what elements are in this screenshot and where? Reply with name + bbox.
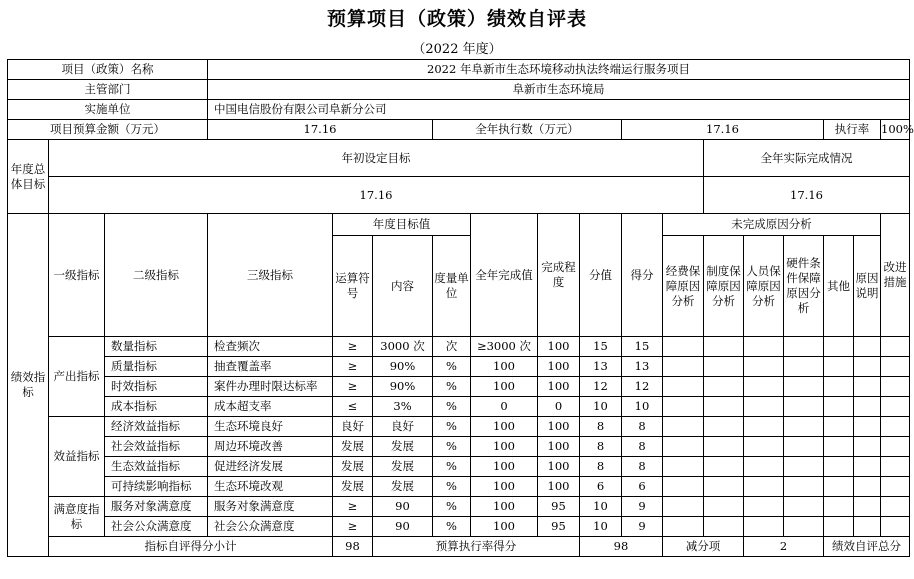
value-cell: 8	[580, 417, 622, 437]
level2-cell: 社会效益指标	[105, 437, 208, 457]
level3-cell: 生态环境良好	[208, 417, 333, 437]
budget-value: 17.16	[208, 120, 433, 140]
done-cell: 100	[471, 417, 538, 437]
empty-cell	[881, 497, 910, 517]
reason-system-header: 制度保障原因分析	[704, 236, 744, 337]
content-cell: 90	[373, 517, 433, 537]
level2-cell: 经济效益指标	[105, 417, 208, 437]
table-row	[8, 337, 910, 357]
empty-cell	[854, 497, 881, 517]
value-cell: 6	[580, 477, 622, 497]
budget-row	[8, 120, 910, 140]
content-cell: 3000 次	[373, 337, 433, 357]
annual-done-header: 全年完成值	[471, 214, 538, 337]
empty-cell	[854, 357, 881, 377]
content-cell: 良好	[373, 417, 433, 437]
empty-cell	[854, 517, 881, 537]
op-header: 运算符号	[333, 236, 373, 337]
empty-cell	[663, 517, 704, 537]
empty-cell	[784, 437, 824, 457]
level3-cell: 服务对象满意度	[208, 497, 333, 517]
unit-cell: %	[433, 497, 471, 517]
level2-cell: 可持续影响指标	[105, 477, 208, 497]
total-label: 绩效自评总分	[824, 537, 910, 557]
op-cell: ≥	[333, 357, 373, 377]
empty-cell	[704, 437, 744, 457]
deduct-label: 减分项	[663, 537, 744, 557]
value-cell: 15	[580, 337, 622, 357]
score-header: 得分	[622, 214, 663, 337]
empty-cell	[824, 337, 854, 357]
content-cell: 90%	[373, 377, 433, 397]
deduct-value: 2	[744, 537, 824, 557]
empty-cell	[824, 497, 854, 517]
empty-cell	[854, 337, 881, 357]
empty-cell	[854, 377, 881, 397]
empty-cell	[881, 437, 910, 457]
level3-cell: 生态环境改观	[208, 477, 333, 497]
unit-cell: 次	[433, 337, 471, 357]
level1-cell: 效益指标	[49, 417, 105, 497]
empty-cell	[784, 377, 824, 397]
level3-cell: 周边环境改善	[208, 437, 333, 457]
op-cell: 发展	[333, 457, 373, 477]
level3-cell: 促进经济发展	[208, 457, 333, 477]
reason-fund-header: 经费保障原因分析	[663, 236, 704, 337]
value-cell: 12	[580, 377, 622, 397]
dept-value: 阜新市生态环境局	[208, 80, 910, 100]
done-cell: 100	[471, 497, 538, 517]
empty-cell	[663, 497, 704, 517]
degree-cell: 100	[538, 437, 580, 457]
level3-cell: 社会公众满意度	[208, 517, 333, 537]
score-cell: 9	[622, 497, 663, 517]
done-cell: 100	[471, 437, 538, 457]
score-cell: 8	[622, 417, 663, 437]
empty-cell	[704, 337, 744, 357]
unit-label: 实施单位	[8, 100, 208, 120]
unit-cell: %	[433, 437, 471, 457]
done-cell: 100	[471, 517, 538, 537]
done-cell: 100	[471, 477, 538, 497]
value-cell: 13	[580, 357, 622, 377]
empty-cell	[824, 397, 854, 417]
table-row	[8, 457, 910, 477]
empty-cell	[744, 457, 784, 477]
empty-cell	[784, 477, 824, 497]
empty-cell	[784, 397, 824, 417]
empty-cell	[854, 397, 881, 417]
empty-cell	[744, 477, 784, 497]
value-cell: 8	[580, 437, 622, 457]
op-cell: ≥	[333, 337, 373, 357]
empty-cell	[881, 377, 910, 397]
budget-label: 项目预算金额（万元）	[8, 120, 208, 140]
reason-hardware-header: 硬件条件保障原因分析	[784, 236, 824, 337]
unit-cell: %	[433, 357, 471, 377]
empty-cell	[704, 497, 744, 517]
content-cell: 发展	[373, 457, 433, 477]
level3-cell: 检查频次	[208, 337, 333, 357]
score-cell: 12	[622, 377, 663, 397]
done-cell: 100	[471, 457, 538, 477]
empty-cell	[824, 357, 854, 377]
table-row	[8, 517, 910, 537]
unfinished-header: 未完成原因分析	[663, 214, 881, 236]
empty-cell	[744, 377, 784, 397]
unit-cell: %	[433, 397, 471, 417]
content-header: 内容	[373, 236, 433, 337]
done-cell: ≥3000 次	[471, 337, 538, 357]
empty-cell	[704, 417, 744, 437]
table-row	[8, 437, 910, 457]
project-name-label: 项目（政策）名称	[8, 60, 208, 80]
level1-cell: 产出指标	[49, 337, 105, 417]
op-cell: ≤	[333, 397, 373, 417]
rate-value: 100%	[881, 120, 910, 140]
degree-cell: 100	[538, 477, 580, 497]
score-cell: 13	[622, 357, 663, 377]
empty-cell	[663, 437, 704, 457]
reason-note-header: 原因说明	[854, 236, 881, 337]
empty-cell	[704, 377, 744, 397]
indicator-header-row-1	[8, 214, 910, 236]
reason-staff-header: 人员保障原因分析	[744, 236, 784, 337]
empty-cell	[663, 417, 704, 437]
empty-cell	[824, 377, 854, 397]
empty-cell	[744, 357, 784, 377]
empty-cell	[704, 357, 744, 377]
empty-cell	[744, 397, 784, 417]
empty-cell	[854, 477, 881, 497]
level2-cell: 生态效益指标	[105, 457, 208, 477]
budget-score-value: 98	[580, 537, 663, 557]
reason-other-header: 其他	[824, 236, 854, 337]
empty-cell	[663, 397, 704, 417]
empty-cell	[824, 457, 854, 477]
level3-cell: 抽查覆盖率	[208, 357, 333, 377]
improve-header: 改进措施	[881, 214, 910, 337]
empty-cell	[824, 477, 854, 497]
done-cell: 0	[471, 397, 538, 417]
empty-cell	[663, 457, 704, 477]
unit-value: 中国电信股份有限公司阜新分公司	[208, 100, 910, 120]
level3-cell: 案件办理时限达标率	[208, 377, 333, 397]
op-cell: 发展	[333, 477, 373, 497]
degree-cell: 95	[538, 497, 580, 517]
annual-goal-label: 年度总体目标	[8, 140, 49, 214]
empty-cell	[784, 417, 824, 437]
op-cell: ≥	[333, 517, 373, 537]
set-goal-value: 17.16	[49, 177, 704, 214]
goal-header-row	[8, 140, 910, 177]
empty-cell	[744, 337, 784, 357]
degree-cell: 95	[538, 517, 580, 537]
exec-label: 全年执行数（万元）	[433, 120, 622, 140]
dept-row	[8, 80, 910, 100]
table-row	[8, 497, 910, 517]
unit-header: 度量单位	[433, 236, 471, 337]
page-title: 预算项目（政策）绩效自评表	[326, 8, 587, 30]
degree-cell: 100	[538, 377, 580, 397]
empty-cell	[784, 457, 824, 477]
dept-label: 主管部门	[8, 80, 208, 100]
table-row	[8, 377, 910, 397]
value-cell: 10	[580, 517, 622, 537]
evaluation-table	[7, 59, 914, 557]
content-cell: 发展	[373, 477, 433, 497]
footer-row	[8, 537, 910, 557]
empty-cell	[881, 417, 910, 437]
score-value-header: 分值	[580, 214, 622, 337]
score-cell: 9	[622, 517, 663, 537]
level1-header: 一级指标	[49, 214, 105, 337]
score-cell: 8	[622, 457, 663, 477]
content-cell: 90	[373, 497, 433, 517]
empty-cell	[704, 457, 744, 477]
empty-cell	[784, 517, 824, 537]
table-row	[8, 417, 910, 437]
empty-cell	[744, 517, 784, 537]
empty-cell	[854, 457, 881, 477]
table-row	[8, 477, 910, 497]
empty-cell	[824, 437, 854, 457]
done-cell: 100	[471, 377, 538, 397]
degree-cell: 100	[538, 417, 580, 437]
value-cell: 8	[580, 457, 622, 477]
empty-cell	[881, 457, 910, 477]
project-name-value: 2022 年阜新市生态环境移动执法终端运行服务项目	[208, 60, 910, 80]
set-goal-label: 年初设定目标	[49, 140, 704, 177]
content-cell: 3%	[373, 397, 433, 417]
value-cell: 10	[580, 397, 622, 417]
empty-cell	[663, 337, 704, 357]
empty-cell	[881, 357, 910, 377]
score-cell: 8	[622, 437, 663, 457]
empty-cell	[663, 357, 704, 377]
empty-cell	[744, 497, 784, 517]
unit-cell: %	[433, 517, 471, 537]
actual-goal-value: 17.16	[704, 177, 910, 214]
degree-cell: 100	[538, 357, 580, 377]
empty-cell	[744, 417, 784, 437]
done-cell: 100	[471, 357, 538, 377]
year-label: （2022 年度）	[412, 42, 502, 57]
level3-cell: 成本超支率	[208, 397, 333, 417]
op-cell: ≥	[333, 377, 373, 397]
level2-cell: 社会公众满意度	[105, 517, 208, 537]
score-cell: 6	[622, 477, 663, 497]
goal-value-row	[8, 177, 910, 214]
level3-header: 三级指标	[208, 214, 333, 337]
empty-cell	[784, 357, 824, 377]
subtotal-value: 98	[333, 537, 373, 557]
unit-row	[8, 100, 910, 120]
empty-cell	[881, 477, 910, 497]
exec-value: 17.16	[622, 120, 824, 140]
degree-header: 完成程度	[538, 214, 580, 337]
empty-cell	[784, 497, 824, 517]
content-cell: 90%	[373, 357, 433, 377]
empty-cell	[663, 477, 704, 497]
table-row	[8, 397, 910, 417]
empty-cell	[704, 517, 744, 537]
score-cell: 10	[622, 397, 663, 417]
empty-cell	[744, 437, 784, 457]
op-cell: 发展	[333, 437, 373, 457]
empty-cell	[881, 517, 910, 537]
table-row	[8, 357, 910, 377]
level2-cell: 时效指标	[105, 377, 208, 397]
empty-cell	[663, 377, 704, 397]
unit-cell: %	[433, 377, 471, 397]
level2-cell: 数量指标	[105, 337, 208, 357]
empty-cell	[854, 437, 881, 457]
rate-label: 执行率	[824, 120, 881, 140]
unit-cell: %	[433, 457, 471, 477]
content-cell: 发展	[373, 437, 433, 457]
empty-cell	[854, 417, 881, 437]
op-cell: 良好	[333, 417, 373, 437]
perf-indicator-label: 绩效指标	[8, 214, 49, 557]
empty-cell	[784, 337, 824, 357]
level2-cell: 服务对象满意度	[105, 497, 208, 517]
level2-cell: 质量指标	[105, 357, 208, 377]
empty-cell	[704, 397, 744, 417]
annual-target-header: 年度目标值	[333, 214, 471, 236]
unit-cell: %	[433, 417, 471, 437]
empty-cell	[824, 417, 854, 437]
empty-cell	[704, 477, 744, 497]
subtotal-label: 指标自评得分小计	[49, 537, 333, 557]
op-cell: ≥	[333, 497, 373, 517]
actual-goal-label: 全年实际完成情况	[704, 140, 910, 177]
budget-score-label: 预算执行率得分	[373, 537, 580, 557]
level2-cell: 成本指标	[105, 397, 208, 417]
value-cell: 10	[580, 497, 622, 517]
level1-cell: 满意度指标	[49, 497, 105, 537]
unit-cell: %	[433, 477, 471, 497]
empty-cell	[881, 337, 910, 357]
empty-cell	[824, 517, 854, 537]
project-name-row	[8, 60, 910, 80]
degree-cell: 100	[538, 457, 580, 477]
degree-cell: 0	[538, 397, 580, 417]
degree-cell: 100	[538, 337, 580, 357]
level2-header: 二级指标	[105, 214, 208, 337]
score-cell: 15	[622, 337, 663, 357]
empty-cell	[881, 397, 910, 417]
